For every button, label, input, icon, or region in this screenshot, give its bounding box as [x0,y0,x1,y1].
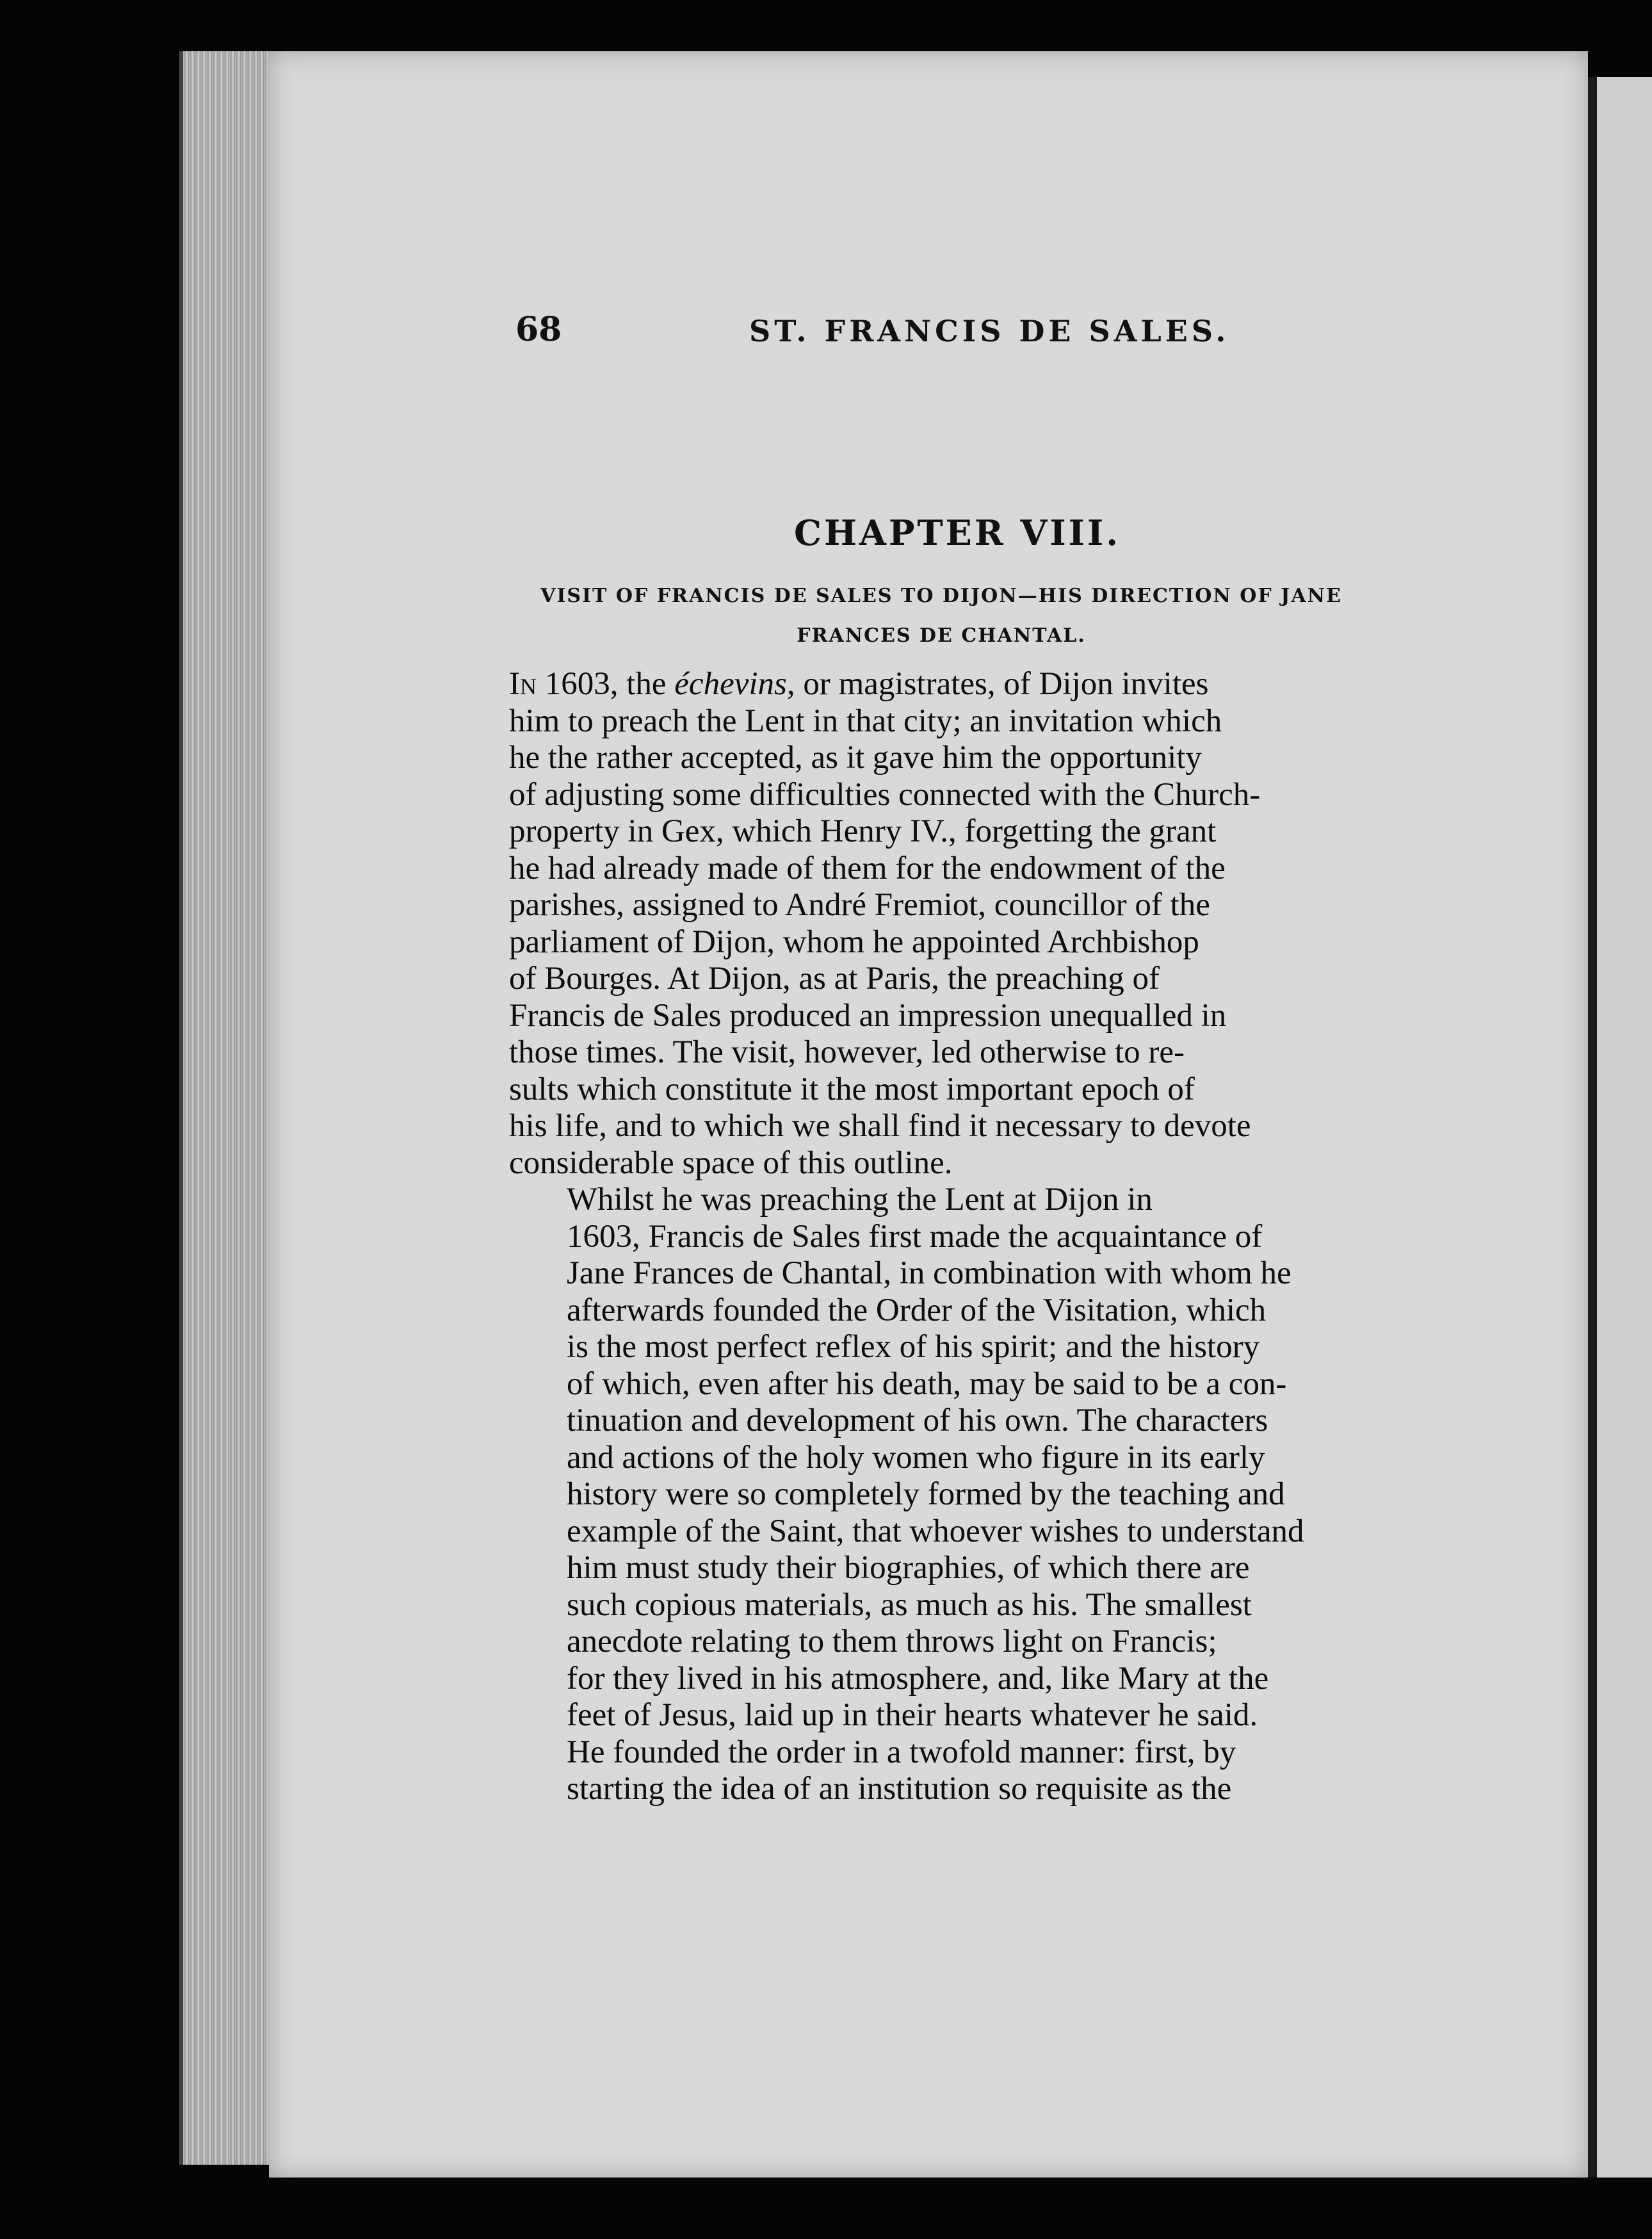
body-text [509,666,1364,1808]
paragraph-2-line: He founded the order in a twofold manner: first, by [567,1734,1236,1770]
chapter-title: CHAPTER VIII. [794,512,1121,553]
paragraph-1-line: he the rather accepted, as it gave him the opportunity [509,740,1202,776]
paragraph-1-line: considerable space of this outline. [509,1144,953,1181]
paragraph-1-line: his life, and to which we shall find it necessary to devote [509,1108,1251,1144]
running-head: ST. FRANCIS DE SALES. [749,314,1230,348]
paragraph-2-line: of which, even after his death, may be said to be a con- [567,1365,1287,1402]
facing-page-edge [1588,77,1652,2178]
paragraph-1 [509,666,1364,1182]
paragraph-2-line: him must study their biographies, of which there are [567,1550,1250,1586]
paragraph-2-line: is the most perfect reflex of his spirit; and the history [567,1329,1260,1365]
paragraph-2-line: Jane Frances de Chantal, in combination with whom he [567,1255,1292,1291]
paragraph-2-line: and actions of the holy women who figure in its early [567,1439,1265,1476]
paragraph-2-line: tinuation and development of his own. The characters [567,1403,1268,1438]
paragraph-1-line: him to preach the Lent in that city; an invitation which [509,703,1222,739]
paragraph-2 [509,1182,1364,1808]
paragraph-2-line: Whilst he was preaching the Lent at Dijon in [567,1182,1153,1217]
paragraph-2-line: such copious materials, as much as his. The smallest [567,1586,1252,1623]
paragraph-1-line: sults which constitute it the most important epoch of [509,1071,1195,1107]
paragraph-2-line: 1603, Francis de Sales first made the acquaintance of [567,1218,1263,1255]
page-edges [179,51,279,2165]
paragraph-1-line: parliament of Dijon, whom he appointed Archbishop [509,924,1199,960]
paragraph-2-line: for they lived in his atmosphere, and, like Mary at the [567,1660,1269,1697]
italic-term: échevins [674,666,787,702]
paragraph-2-line: starting the idea of an institution so requisite as the [567,1771,1232,1807]
chapter-summary-line-2: FRANCES DE CHANTAL. [797,624,1086,647]
paragraph-2-line: feet of Jesus, laid up in their hearts whatever he said. [567,1697,1258,1733]
paragraph-1-line: of Bourges. At Dijon, as at Paris, the preaching of [509,961,1160,997]
paragraph-1-line: of adjusting some difficulties connected with the Church- [509,776,1261,813]
paragraph-2-line: anecdote relating to them throws light on Francis; [567,1624,1217,1659]
paragraph-1-line: those times. The visit, however, led otherwise to re- [509,1034,1185,1070]
paragraph-1-line: parishes, assigned to André Fremiot, councillor of the [509,887,1210,923]
chapter-summary [525,576,1357,656]
paragraph-1-line-1: In 1603, the échevins, or magistrates, of Dijon invites [509,666,1209,702]
paragraph-2-line: history were so completely formed by the teaching and [567,1476,1285,1512]
paragraph-2-line: example of the Saint, that whoever wishes to understand [567,1513,1304,1549]
paragraph-1-line: property in Gex, which Henry IV., forgetting the grant [509,813,1217,849]
page-number: 68 [515,310,562,349]
paragraph-1-line: he had already made of them for the endowment of the [509,850,1226,886]
lead-in: In [509,666,537,702]
paragraph-2-line: afterwards founded the Order of the Visitation, which [567,1292,1267,1328]
paragraph-1-line: Francis de Sales produced an impression unequalled in [509,997,1227,1034]
chapter-summary-line-1: VISIT OF FRANCIS DE SALES TO DIJON—HIS DIRECTION OF JANE [540,585,1342,607]
